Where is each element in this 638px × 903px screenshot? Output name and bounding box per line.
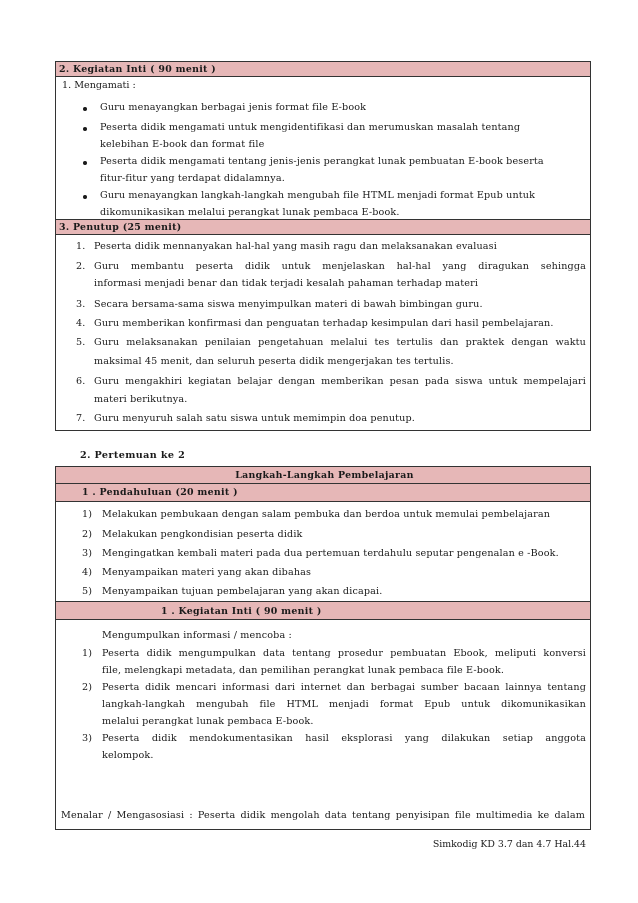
penutup-section [55,219,591,431]
list-item: Menyampaikan materi yang akan dibahas [102,567,312,578]
intro-text: Mengumpulkan informasi / mencoba : [102,630,292,641]
list-item: melalui perangkat lunak pembaca E-book. [102,716,314,727]
list-number: 4. [76,318,86,329]
bullet-text: kelebihan E-book dan format file [100,139,265,150]
list-item: Peserta didik mennanyakan hal-hal yang masih ragu dan melaksanakan evaluasi [94,241,497,252]
list-number: 6. [76,376,86,387]
list-item: Guru melaksanakan penilaian pengetahuan melalui tes tertulis dan praktek dengan waktu [94,337,586,348]
list-item: Secara bersama-sama siswa menyimpulkan materi di bawah bimbingan guru. [94,299,483,310]
list-number: 5. [76,337,86,348]
list-number: 2. [76,261,86,272]
list-number: 1) [82,509,93,520]
pendahuluan-header: 1 . Pendahuluan (20 menit ) [56,484,590,502]
list-item: Guru membantu peserta didik untuk menjelaskan hal-hal yang diragukan sehingga [94,261,586,272]
list-item: maksimal 45 menit, dan seluruh peserta didik mengerjakan tes tertulis. [94,356,454,367]
bullet-text: dikomunikasikan melalui perangkat lunak pembaca E-book. [100,207,400,218]
meeting-title: 2. Pertemuan ke 2 [80,450,186,461]
sub-heading: 1. Mengamati : [62,80,136,91]
list-item: kelompok. [102,750,154,761]
list-number: 2) [82,682,93,693]
bullet-icon [83,195,87,199]
list-item: file, melengkapi metadata, dan pemilihan perangkat lunak pembaca file E-book. [102,665,505,676]
list-item: Melakukan pembukaan dengan salam pembuka dan berdoa untuk memulai pembelajaran [102,509,551,520]
list-number: 1) [82,648,93,659]
bullet-text: Peserta didik mengamati tentang jenis-jenis perangkat lunak pembuatan E-book beserta [100,156,544,167]
list-number: 3) [82,733,93,744]
list-number: 2) [82,529,93,540]
list-item: Melakukan pengkondisian peserta didik [102,529,303,540]
kegiatan-inti-header: 1 . Kegiatan Inti ( 90 menit ) [56,601,590,620]
list-item: langkah-langkah mengubah file HTML menjadi format Epub untuk dikomunikasikan [102,699,586,710]
list-item: informasi menjadi benar dan tidak terjadi kesalah pahaman terhadap materi [94,278,479,289]
bullet-icon [83,107,87,111]
list-item: materi berikutnya. [94,394,188,405]
table-header: Langkah-Langkah Pembelajaran [56,467,590,484]
kegiatan-inti-section [55,61,591,220]
list-number: 5) [82,586,93,597]
bullet-text: Guru menayangkan berbagai jenis format file E-book [100,102,367,113]
list-item: Guru menyuruh salah satu siswa untuk memimpin doa penutup. [94,413,416,424]
bullet-icon [83,127,87,131]
bullet-text: fitur-fitur yang terdapat didalamnya. [100,173,285,184]
list-number: 4) [82,567,93,578]
list-item: Guru memberikan konfirmasi dan penguatan terhadap kesimpulan dari hasil pembelajaran. [94,318,554,329]
list-item: Menyampaikan tujuan pembelajaran yang akan dicapai. [102,586,383,597]
bullet-text: Peserta didik mengamati untuk mengidentifikasi dan merumuskan masalah tentang [100,122,521,133]
page-footer: Simkodig KD 3.7 dan 4.7 Hal.44 [432,839,586,850]
section-header: 3. Penutup (25 menit) [56,220,590,235]
list-number: 7. [76,413,86,424]
list-item: Peserta didik mengumpulkan data tentang prosedur pembuatan Ebook, meliputi konversi [102,648,586,659]
list-number: 1. [76,241,86,252]
bullet-icon [83,161,87,165]
list-item: Peserta didik mencari informasi dari internet dan berbagai sumber bacaan lainnya tentang [102,682,586,693]
langkah-pembelajaran-table [55,466,591,830]
list-number: 3. [76,299,86,310]
section-header: 2. Kegiatan Inti ( 90 menit ) [56,62,590,77]
bullet-text: Guru menayangkan langkah-langkah mengubah file HTML menjadi format Epub untuk [100,190,536,201]
list-item: Peserta didik mendokumentasikan hasil eksplorasi yang dilakukan setiap anggota [102,733,586,744]
list-number: 3) [82,548,93,559]
list-item: Guru mengakhiri kegiatan belajar dengan memberikan pesan pada siswa untuk mempelajari [94,376,586,387]
menalar-text: Menalar / Mengasosiasi : Peserta didik mengolah data tentang penyisipan file multimedia ke dalam [61,810,585,821]
list-item: Mengingatkan kembali materi pada dua pertemuan terdahulu seputar pengenalan e -Book. [102,548,559,559]
